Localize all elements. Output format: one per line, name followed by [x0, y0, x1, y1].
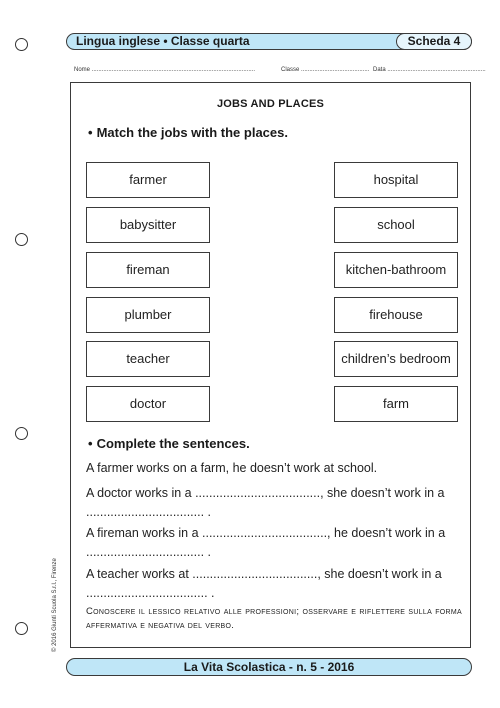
punch-hole-2 [15, 233, 28, 246]
punch-hole-1 [15, 38, 28, 51]
sentence-2[interactable]: A doctor works in a ...................................., she doesn’t work in a .................................. . [86, 486, 445, 519]
date-dots: ........................................................... [387, 67, 486, 73]
date-label: Data [373, 67, 386, 73]
punch-hole-4 [15, 622, 28, 635]
sentence-1: A farmer works on a farm, he doesn’t work at school. [86, 461, 378, 475]
name-dots: .................................................................................................. [91, 67, 256, 73]
place-box-school[interactable]: school [334, 207, 458, 243]
place-box-farm[interactable]: farm [334, 386, 458, 422]
place-box-kitchen-bathroom[interactable]: kitchen-bathroom [334, 252, 458, 288]
complete-instruction-text: Complete the sentences. [96, 436, 250, 451]
job-box-plumber[interactable]: plumber [86, 297, 210, 333]
class-label: Classe [281, 67, 300, 73]
sentence-4[interactable]: A teacher works at ...................................., she doesn’t work in a ................................... . [86, 567, 442, 600]
name-label: Nome [74, 67, 91, 73]
sheet-number: Scheda 4 [396, 33, 472, 50]
copyright-notice: © 2016 Giunti Scuola S.r.l., Firenze [52, 558, 58, 652]
place-box-hospital[interactable]: hospital [334, 162, 458, 198]
footer-bar: La Vita Scolastica - n. 5 - 2016 [66, 658, 472, 676]
worksheet-title: JOBS AND PLACES [216, 98, 325, 110]
name-field[interactable] [74, 66, 255, 74]
job-box-farmer[interactable]: farmer [86, 162, 210, 198]
job-box-babysitter[interactable]: babysitter [86, 207, 210, 243]
punch-hole-3 [15, 427, 28, 440]
bullet-icon: • [88, 436, 93, 451]
job-box-teacher[interactable]: teacher [86, 341, 210, 377]
match-instruction-text: Match the jobs with the places. [96, 125, 288, 140]
place-box-firehouse[interactable]: firehouse [334, 297, 458, 333]
sentence-3[interactable]: A fireman works in a ...................................., he doesn’t work in a .................................. . [86, 526, 446, 559]
job-box-doctor[interactable]: doctor [86, 386, 210, 422]
subject-label: Lingua inglese • Classe quarta [76, 34, 250, 48]
complete-instruction [88, 436, 250, 451]
learning-objective: Conoscere il lessico relativo alle professioni; osservare e riflettere sulla forma affermativa e negativa del verbo. [86, 606, 462, 631]
job-box-fireman[interactable]: fireman [86, 252, 210, 288]
place-box-childrens-bedroom[interactable]: children’s bedroom [334, 341, 458, 377]
class-field[interactable] [281, 66, 369, 74]
date-field[interactable] [373, 66, 486, 74]
class-dots: ......................................... [301, 67, 370, 73]
match-instruction [88, 125, 288, 140]
header-bar [66, 33, 472, 50]
bullet-icon: • [88, 125, 93, 140]
